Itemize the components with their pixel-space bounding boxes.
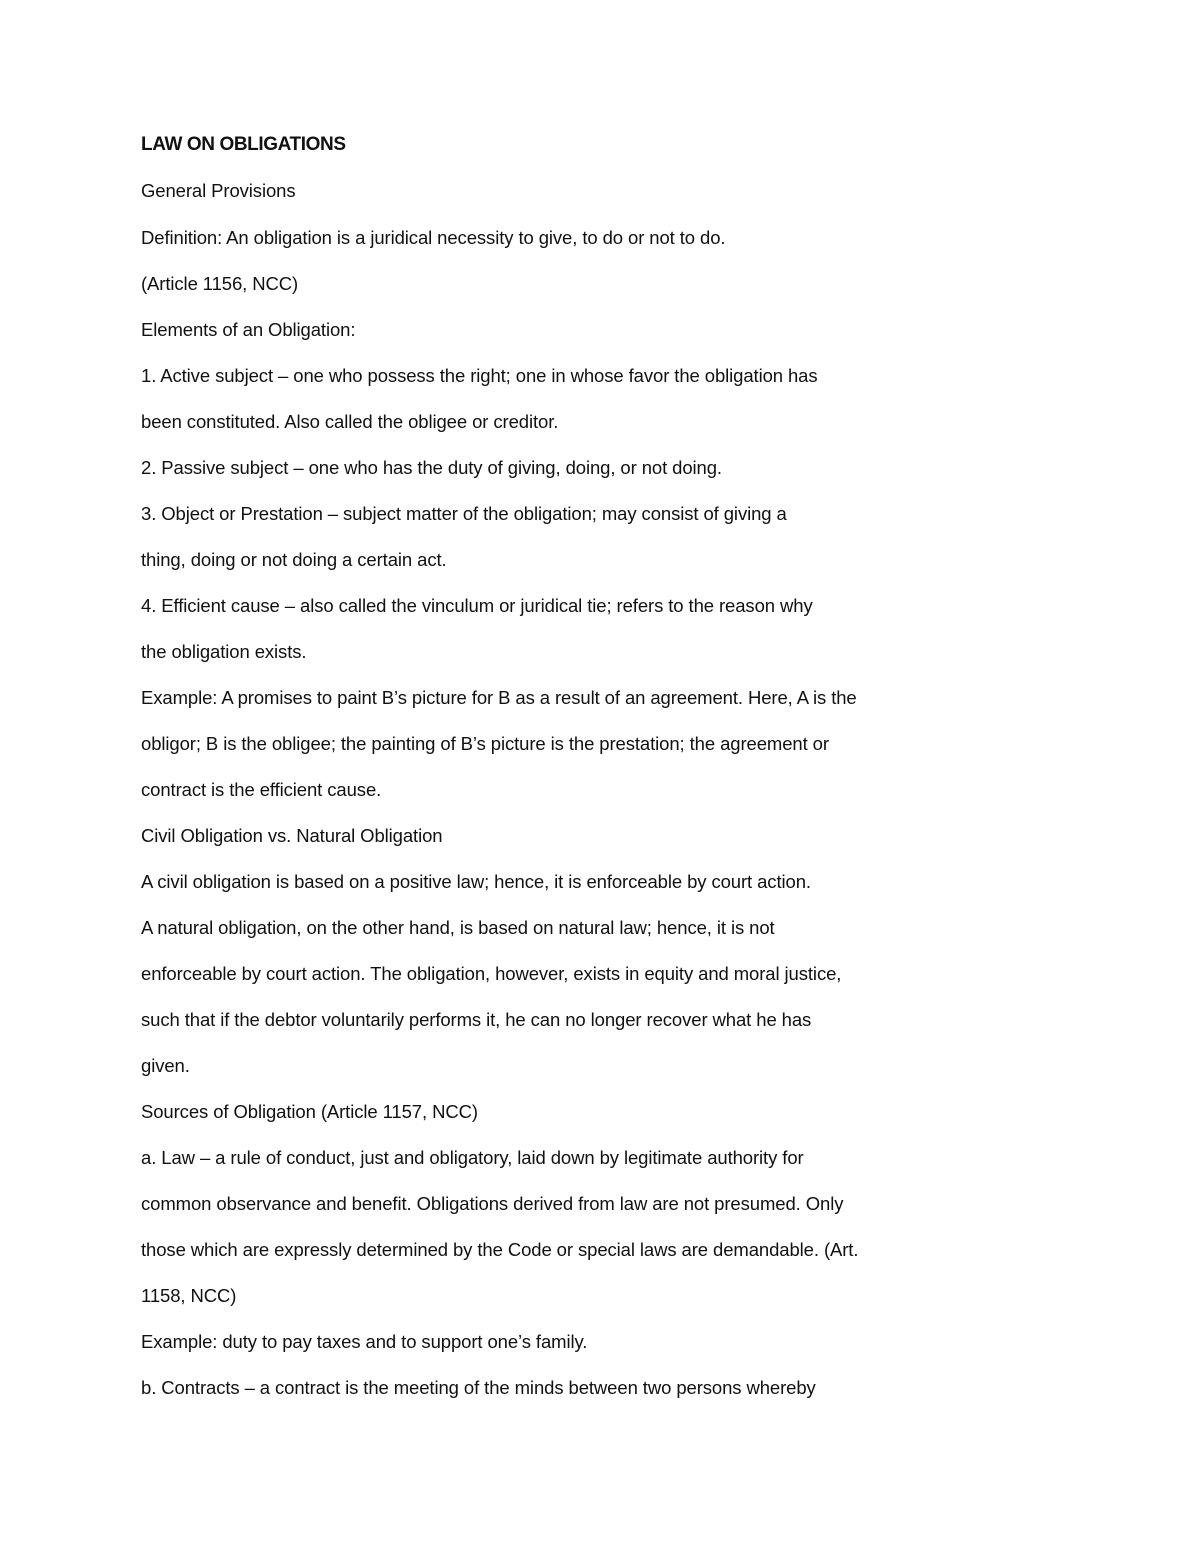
text-line: Example: A promises to paint B’s picture for B as a result of an agreement. Here, A is the <box>141 687 857 708</box>
document-title: LAW ON OBLIGATIONS <box>141 134 346 155</box>
text-line: contract is the efficient cause. <box>141 779 382 800</box>
section-heading-general-provisions: General Provisions <box>141 180 296 201</box>
text-line: given. <box>141 1055 190 1076</box>
text-line: b. Contracts – a contract is the meeting of the minds between two persons whereby <box>141 1377 816 1398</box>
text-line: enforceable by court action. The obligation, however, exists in equity and moral justice, <box>141 963 842 984</box>
text-line: thing, doing or not doing a certain act. <box>141 549 447 570</box>
text-line: 4. Efficient cause – also called the vinculum or juridical tie; refers to the reason why <box>141 595 813 616</box>
article-reference-line: (Article 1156, NCC) <box>141 273 299 294</box>
text-line: obligor; B is the obligee; the painting of B’s picture is the prestation; the agreement or <box>141 733 829 754</box>
text-line: been constituted. Also called the obligee or creditor. <box>141 411 559 432</box>
text-line: a. Law – a rule of conduct, just and obligatory, laid down by legitimate authority for <box>141 1147 804 1168</box>
section-heading-elements: Elements of an Obligation: <box>141 319 356 340</box>
section-heading-civil-vs-natural: Civil Obligation vs. Natural Obligation <box>141 825 443 846</box>
text-line: A civil obligation is based on a positive law; hence, it is enforceable by court action. <box>141 871 811 892</box>
text-line: the obligation exists. <box>141 641 307 662</box>
text-line: 1. Active subject – one who possess the right; one in whose favor the obligation has <box>141 365 818 386</box>
text-line: such that if the debtor voluntarily performs it, he can no longer recover what he has <box>141 1009 812 1030</box>
text-line: Example: duty to pay taxes and to support one’s family. <box>141 1331 588 1352</box>
text-line: those which are expressly determined by the Code or special laws are demandable. (Art. <box>141 1239 859 1260</box>
definition-line: Definition: An obligation is a juridical necessity to give, to do or not to do. <box>141 227 726 248</box>
text-line: 2. Passive subject – one who has the duty of giving, doing, or not doing. <box>141 457 722 478</box>
text-line: 1158, NCC) <box>141 1285 237 1306</box>
text-line: common observance and benefit. Obligations derived from law are not presumed. Only <box>141 1193 844 1214</box>
section-heading-sources: Sources of Obligation (Article 1157, NCC) <box>141 1101 478 1122</box>
text-line: 3. Object or Prestation – subject matter of the obligation; may consist of giving a <box>141 503 787 524</box>
text-line: A natural obligation, on the other hand, is based on natural law; hence, it is not <box>141 917 775 938</box>
